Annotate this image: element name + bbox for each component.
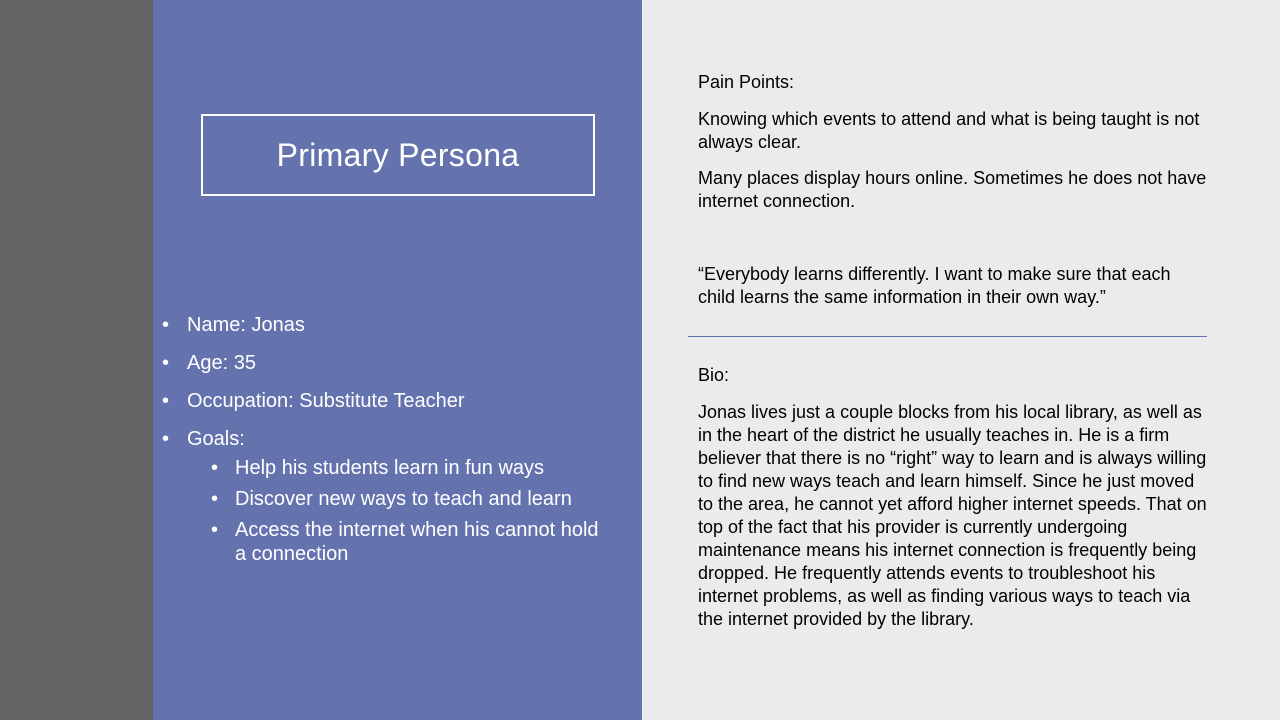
pain-point-item: Knowing which events to attend and what is being taught is not always clear.: [698, 109, 1200, 152]
pain-points-heading: Pain Points:: [698, 72, 795, 92]
section-divider: [688, 336, 1207, 337]
persona-attributes-list: [162, 312, 602, 573]
title-box: [201, 114, 595, 196]
bullet-icon: •: [162, 390, 170, 412]
persona-occupation-item: [162, 388, 602, 426]
persona-goals-item: [162, 426, 602, 566]
bullet-icon: •: [162, 352, 170, 374]
bio-heading: Bio:: [698, 365, 730, 385]
goal-item: [187, 456, 602, 480]
bullet-icon: •: [162, 314, 170, 336]
goal-text: Access the internet when his cannot hold a connection: [235, 519, 599, 565]
goal-text: Help his students learn in fun ways: [235, 457, 545, 479]
persona-quote: “Everybody learns differently. I want to make sure that each child learns the same information in their own way.”: [698, 264, 1171, 307]
bullet-icon: •: [211, 488, 219, 510]
bullet-icon: •: [162, 428, 170, 450]
goal-text: Discover new ways to teach and learn: [235, 488, 572, 510]
pain-point-item: Many places display hours online. Sometimes he does not have internet connection.: [698, 168, 1207, 211]
bullet-icon: •: [211, 457, 219, 479]
persona-age: Age: 35: [187, 352, 256, 374]
goals-list: [187, 456, 602, 566]
goal-item: [187, 487, 602, 511]
goals-label: Goals:: [187, 428, 245, 450]
left-gray-strip: [0, 0, 153, 720]
persona-name: Name: Jonas: [187, 314, 305, 336]
persona-age-item: [162, 350, 602, 388]
bullet-icon: •: [211, 519, 219, 541]
goal-item: [187, 518, 602, 566]
bio-text: Jonas lives just a couple blocks from his local library, as well as in the heart of the district he usually teaches in. He is a firm believer that there is no “right” way to learn and is always willing to find new ways teach and learn himself. Since he just moved to the area, he cannot yet afford higher internet speeds. That on top of the fact that his provider is currently undergoing maintenance means his internet connection is frequently being dropped. He frequently attends events to troubleshoot his internet problems, as well as finding various ways to teach via the internet provided by the library.: [698, 402, 1207, 629]
slide-title: Primary Persona: [276, 136, 520, 173]
persona-name-item: [162, 312, 602, 350]
persona-occupation: Occupation: Substitute Teacher: [187, 390, 465, 412]
